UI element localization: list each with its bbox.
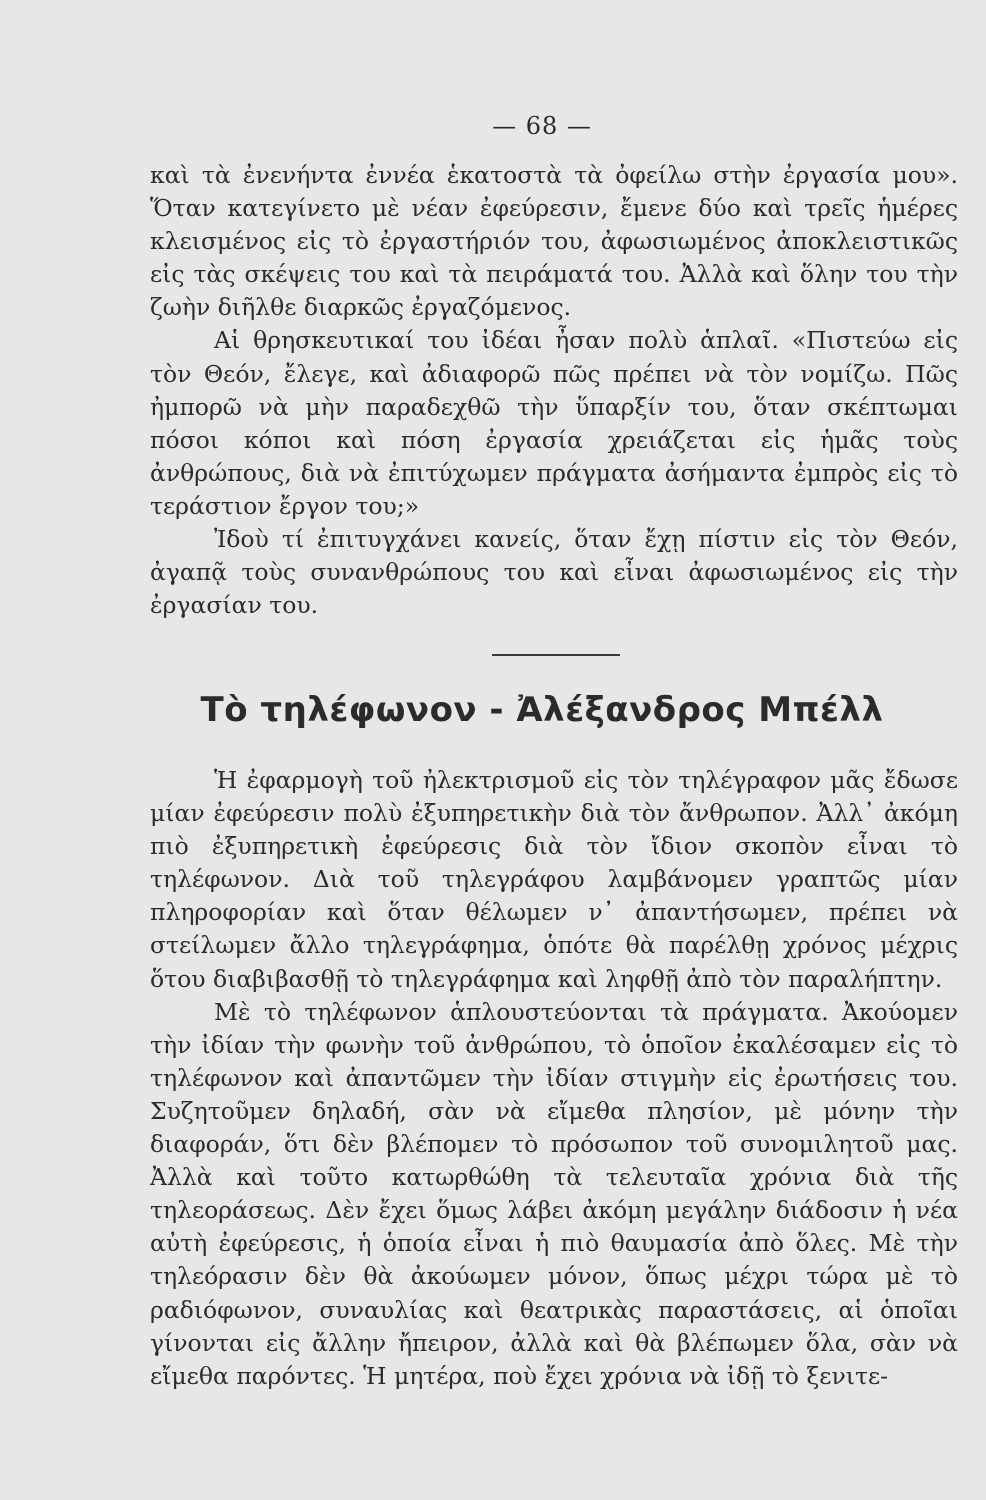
paragraph: Μὲ τὸ τηλέφωνον ἁπλουστεύονται τὰ πράγματα. Ἀκούομεν τὴν ἰδίαν τὴν φωνὴν τοῦ ἀνθρώπου, τὸ ὁποῖον ἐκαλέσαμεν εἰς τὸ τηλέφωνον καὶ ἀπαντῶμεν τὴν ἰδίαν στιγμὴν εἰς ἐρωτήσεις του. Συζητοῦμεν δηλαδή, σὰν νὰ εἴμεθα πλησίον, μὲ μόνην τὴν διαφοράν, ὅτι δὲν βλέπομεν τὸ πρόσωπον τοῦ συνομιλητοῦ μας. Ἀλλὰ καὶ τοῦτο κατωρθώθη τὰ τελευταῖα χρόνια διὰ τῆς τηλεοράσεως. Δὲν ἔχει ὅμως λάβει ἀκόμη μεγάλην διάδοσιν ἡ νέα αὐτὴ ἐφεύρεσις, ἡ ὁποία εἶναι ἡ πιὸ θαυμασία ἀπὸ ὅλες. Μὲ τὴν τηλεόρασιν δὲν θὰ ἀκούωμεν μόνον, ὅπως μέχρι τώρα μὲ τὸ ραδιόφωνον, συναυλίας καὶ θεατρικὰς παραστάσεις, αἱ ὁποῖαι γίνονται εἰς ἄλλην ἤπειρον, ἀλλὰ καὶ θὰ βλέπωμεν ὅλα, σὰν νὰ εἴμεθα παρόντες. Ἡ μητέρα, ποὺ ἔχει χρόνια νὰ ἰδῇ τὸ ξενιτε- [150,997,958,1390]
paragraph: καὶ τὰ ἐνενήντα ἐννέα ἑκατοστὰ τὰ ὀφείλω στὴν ἐργασία μου». Ὅταν κατεγίνετο μὲ νέαν ἐφεύρεσιν, ἔμενε δύο καὶ τρεῖς ἡμέρες κλεισμένος εἰς τὸ ἐργαστήριόν του, ἀφωσιωμένος ἀποκλειστικῶς εἰς τὰς σκέψεις του καὶ τὰ πειράματά του. Ἀλλὰ καὶ ὅλην του τὴν ζωὴν διῆλθε διαρκῶς ἐργαζόμενος. [150,161,958,322]
paragraph: Ἡ ἐφαρμογὴ τοῦ ἠλεκτρισμοῦ εἰς τὸν τηλέγραφον μᾶς ἔδωσε μίαν ἐφεύρεσιν πολὺ ἐξυπηρετικὴν διὰ τὸν ἄνθρωπον. Ἀλλ᾽ ἀκόμη πιὸ ἐξυπηρετικὴ ἐφεύρεσις διὰ τὸν ἴδιον σκοπὸν εἶναι τὸ τηλέφωνον. Διὰ τοῦ τηλεγράφου λαμβάνομεν γραπτῶς μίαν πληροφορίαν καὶ ὅταν θέλωμεν ν᾽ ἀπαντήσωμεν, πρέπει νὰ στείλωμεν ἄλλο τηλεγράφημα, ὁπότε θὰ παρέλθῃ χρόνος μέχρις ὅτου διαβιβασθῇ τὸ τηλεγράφημα καὶ ληφθῇ ἀπὸ τὸν παραλήπτην. [150,766,958,993]
article-continuation [150,159,958,622]
section-title: Τὸ τηλέφωνον - Ἀλέξανδρος Μπέλλ [200,690,884,730]
paragraph: Αἱ θρησκευτικαί του ἰδέαι ἦσαν πολὺ ἁπλαῖ. «Πιστεύω εἰς τὸν Θεόν, ἔλεγε, καὶ ἀδιαφορῶ πῶς πρέπει νὰ τὸν νομίζω. Πῶς ἠμπορῶ νὰ μὴν παραδεχθῶ τὴν ὕπαρξίν του, ὅταν σκέπτωμαι πόσοι κόποι καὶ πόση ἐργασία χρειάζεται εἰς ἡμᾶς τοὺς ἀνθρώπους, διὰ νὰ ἐπιτύχωμεν πράγματα ἀσήμαντα ἐμπρὸς εἰς τὸ τεράστιον ἔργον του;» [150,326,958,520]
article-telephone [150,764,958,1393]
section-divider [492,654,620,656]
page-number: — 68 — [492,112,592,140]
paragraph: Ἰδοὺ τί ἐπιτυγχάνει κανείς, ὅταν ἔχῃ πίστιν εἰς τὸν Θεόν, ἀγαπᾷ τοὺς συνανθρώπους του καὶ εἶναι ἀφωσιωμένος εἰς τὴν ἐργασίαν του. [150,525,958,620]
